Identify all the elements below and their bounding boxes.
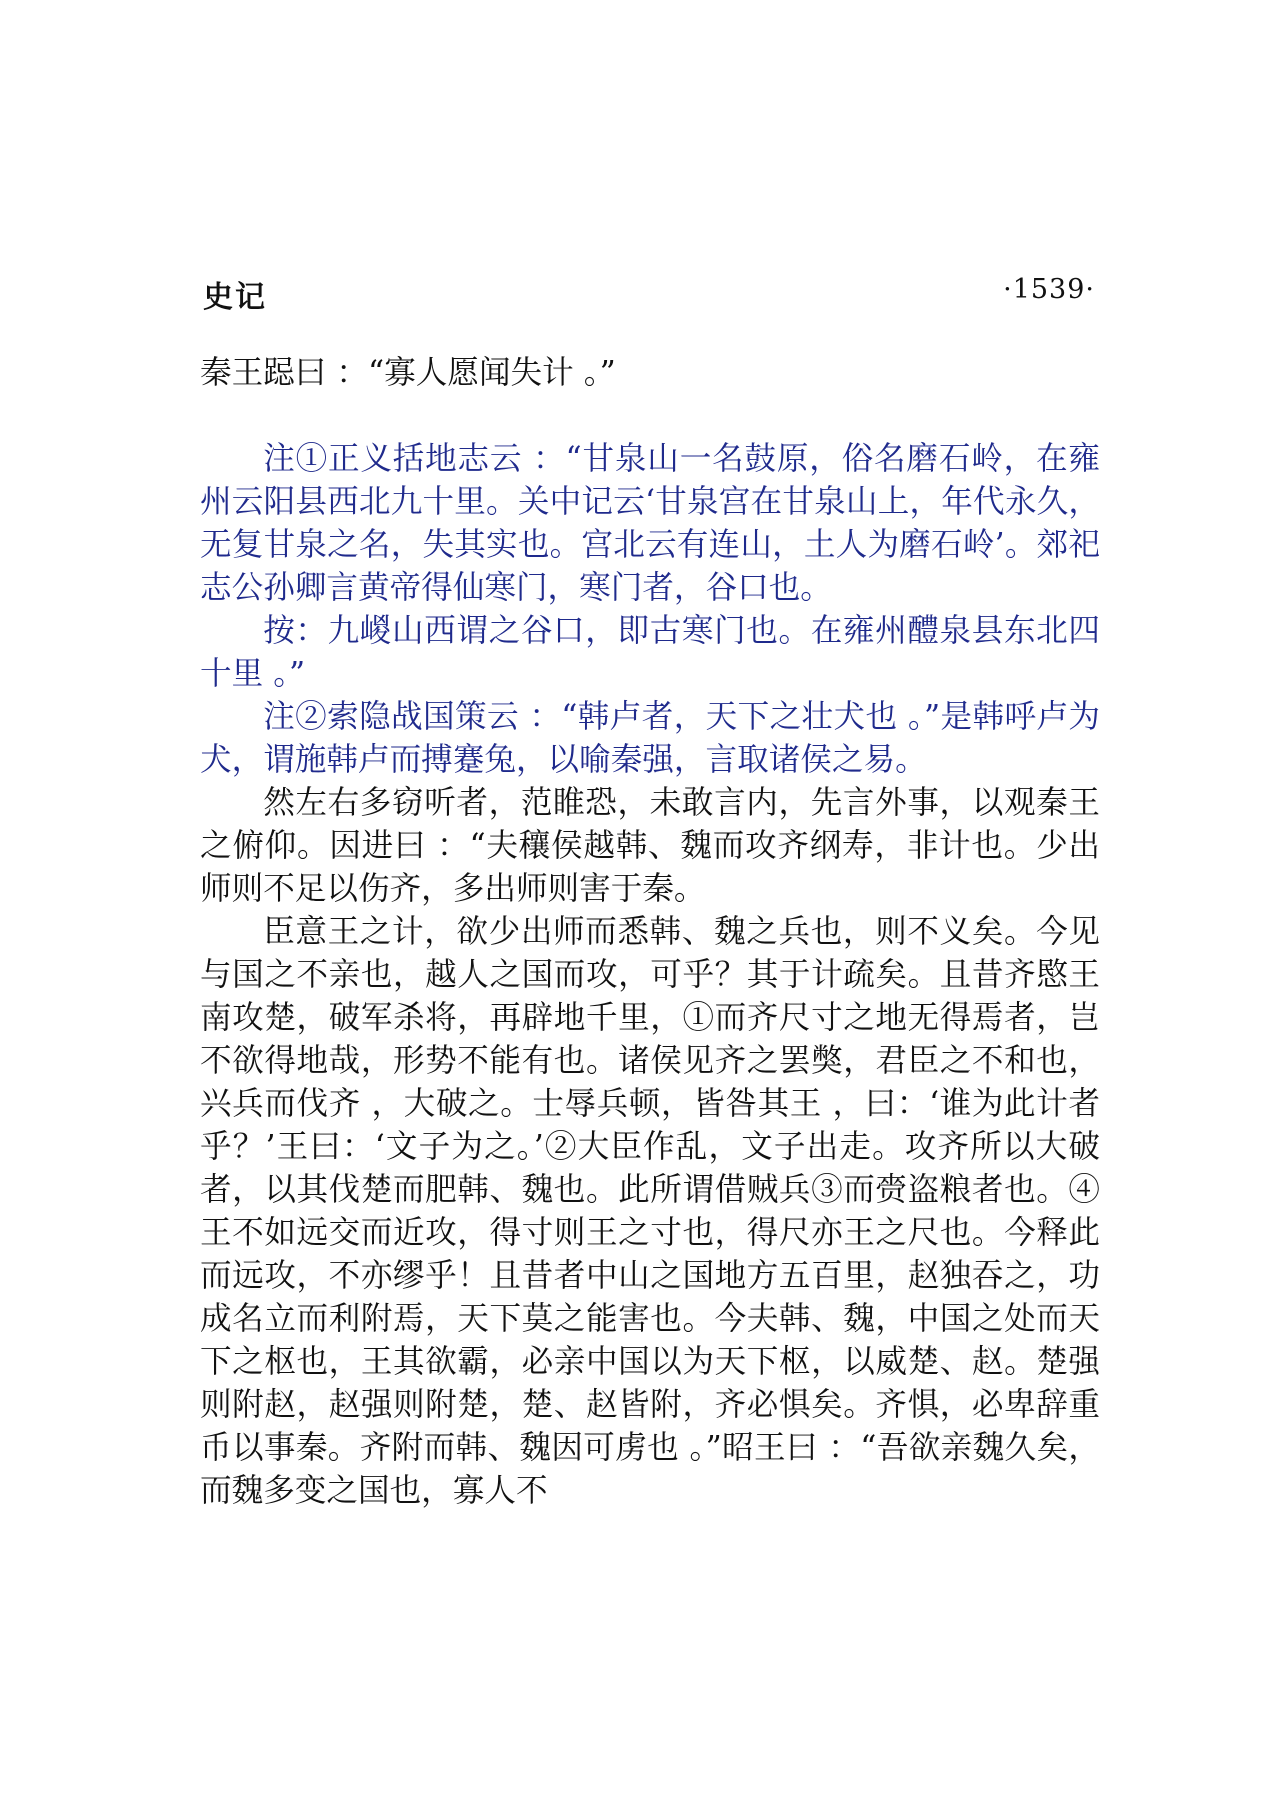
annotation-note-1-continued: 按：九嵕山西谓之谷口，即古寒门也。在雍州醴泉县东北四十里 。” (200, 613, 1100, 692)
annotation-note-2: 注②索隐战国策云 ：“韩卢者，天下之壮犬也 。”是韩呼卢为犬，谓施韩卢而搏蹇兔，以喻秦强，言取诸侯之易。 (200, 699, 1100, 778)
dialogue-paragraph: 秦王跽曰 ：“寡人愿闻失计 。” (200, 355, 616, 391)
paragraph-gap (200, 395, 1100, 438)
page-header (203, 272, 1095, 315)
page-number: ·1539· (1003, 274, 1095, 305)
annotation-note-1: 注①正义括地志云 ：“甘泉山一名鼓原，俗名磨石岭，在雍州云阳县西北九十里。关中记云‘甘泉宫在甘泉山上，年代永久，无复甘泉之名，失其实也。宫北云有连山，土人为磨石岭’。郊祀志公孙卿言黄帝得仙寒门，寒门者，谷口也。 (200, 441, 1100, 606)
book-title: 史记 (203, 280, 267, 315)
body-paragraph: 臣意王之计，欲少出师而悉韩、魏之兵也，则不义矣。今见与国之不亲也，越人之国而攻，可乎？其于计疏矣。且昔齐愍王南攻楚，破军杀将，再辟地千里，①而齐尺寸之地无得焉者，岂不欲得地哉，形势不能有也。诸侯见齐之罢獘，君臣之不和也，兴兵而伐齐 ，大破之。士辱兵顿，皆咎其王 ，曰：‘谁为此计者乎？’王曰：‘文子为之。’②大臣作乱，文子出走。攻齐所以大破者，以其伐楚而肥韩、魏也。此所谓借贼兵③而赍盗粮者也。④王不如远交而近攻，得寸则王之寸也，得尺亦王之尺也。今释此而远攻，不亦缪乎！且昔者中山之国地方五百里，赵独吞之，功成名立而利附焉，天下莫之能害也。今夫韩、魏，中国之处而天下之枢也，王其欲霸，必亲中国以为天下枢，以威楚、赵。楚强则附赵，赵强则附楚，楚、赵皆附，齐必惧矣。齐惧，必卑辞重币以事秦。齐附而韩、魏因可虏也 。”昭王曰 ：“吾欲亲魏久矣，而魏多变之国也，寡人不 (200, 914, 1100, 1509)
body-paragraph: 然左右多窃听者，范睢恐，未敢言内，先言外事，以观秦王之俯仰。因进曰 ：“夫穰侯越韩、魏而攻齐纲寿，非计也。少出师则不足以伤齐，多出师则害于秦。 (200, 785, 1100, 907)
page-body (200, 352, 1100, 1513)
